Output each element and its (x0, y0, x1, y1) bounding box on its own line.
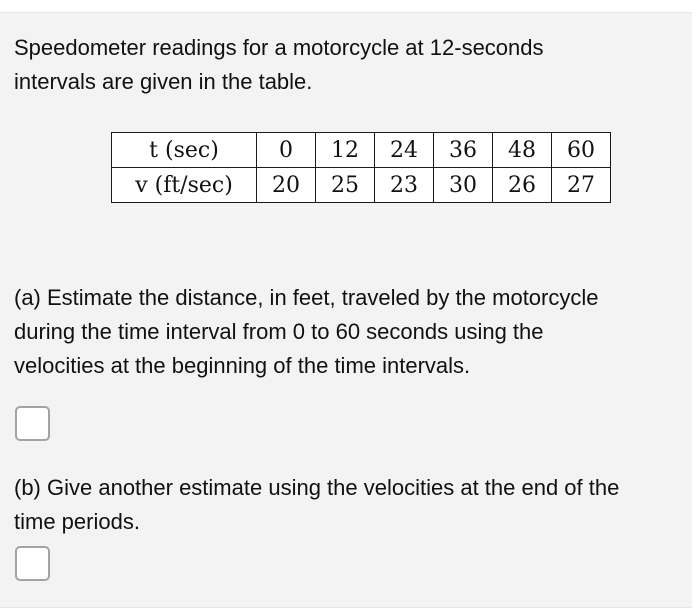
part-a-question (14, 281, 599, 383)
velocity-cell: 23 (375, 168, 434, 203)
time-row (112, 133, 611, 168)
time-row-label (112, 133, 257, 168)
time-cell: 60 (552, 133, 611, 168)
time-cell: 12 (316, 133, 375, 168)
intro-line-2: intervals are given in the table. (14, 69, 313, 94)
speedometer-table (111, 132, 611, 203)
velocity-cell: 26 (493, 168, 552, 203)
part-a-line-3: velocities at the beginning of the time intervals. (14, 353, 471, 378)
velocity-cell: 25 (316, 168, 375, 203)
velocity-label: v (ft/sec) (135, 172, 233, 198)
velocity-row (112, 168, 611, 203)
time-label: t (sec) (149, 137, 219, 163)
velocity-cell: 27 (552, 168, 611, 203)
time-cell: 0 (257, 133, 316, 168)
question-panel (0, 12, 692, 608)
velocity-cell: 30 (434, 168, 493, 203)
time-cell: 48 (493, 133, 552, 168)
velocity-cell: 20 (257, 168, 316, 203)
answer-input-b[interactable] (15, 546, 50, 581)
intro-line-1: Speedometer readings for a motorcycle at 12-seconds (14, 35, 544, 60)
answer-input-a[interactable] (15, 406, 50, 441)
problem-intro (14, 31, 544, 99)
part-a-line-1: (a) Estimate the distance, in feet, traveled by the motorcycle (14, 285, 599, 310)
part-b-question (14, 471, 619, 539)
part-b-line-1: (b) Give another estimate using the velocities at the end of the (14, 475, 620, 500)
part-a-line-2: during the time interval from 0 to 60 seconds using the (14, 319, 544, 344)
velocity-row-label (112, 168, 257, 203)
part-b-line-2: time periods. (14, 509, 140, 534)
time-cell: 24 (375, 133, 434, 168)
time-cell: 36 (434, 133, 493, 168)
